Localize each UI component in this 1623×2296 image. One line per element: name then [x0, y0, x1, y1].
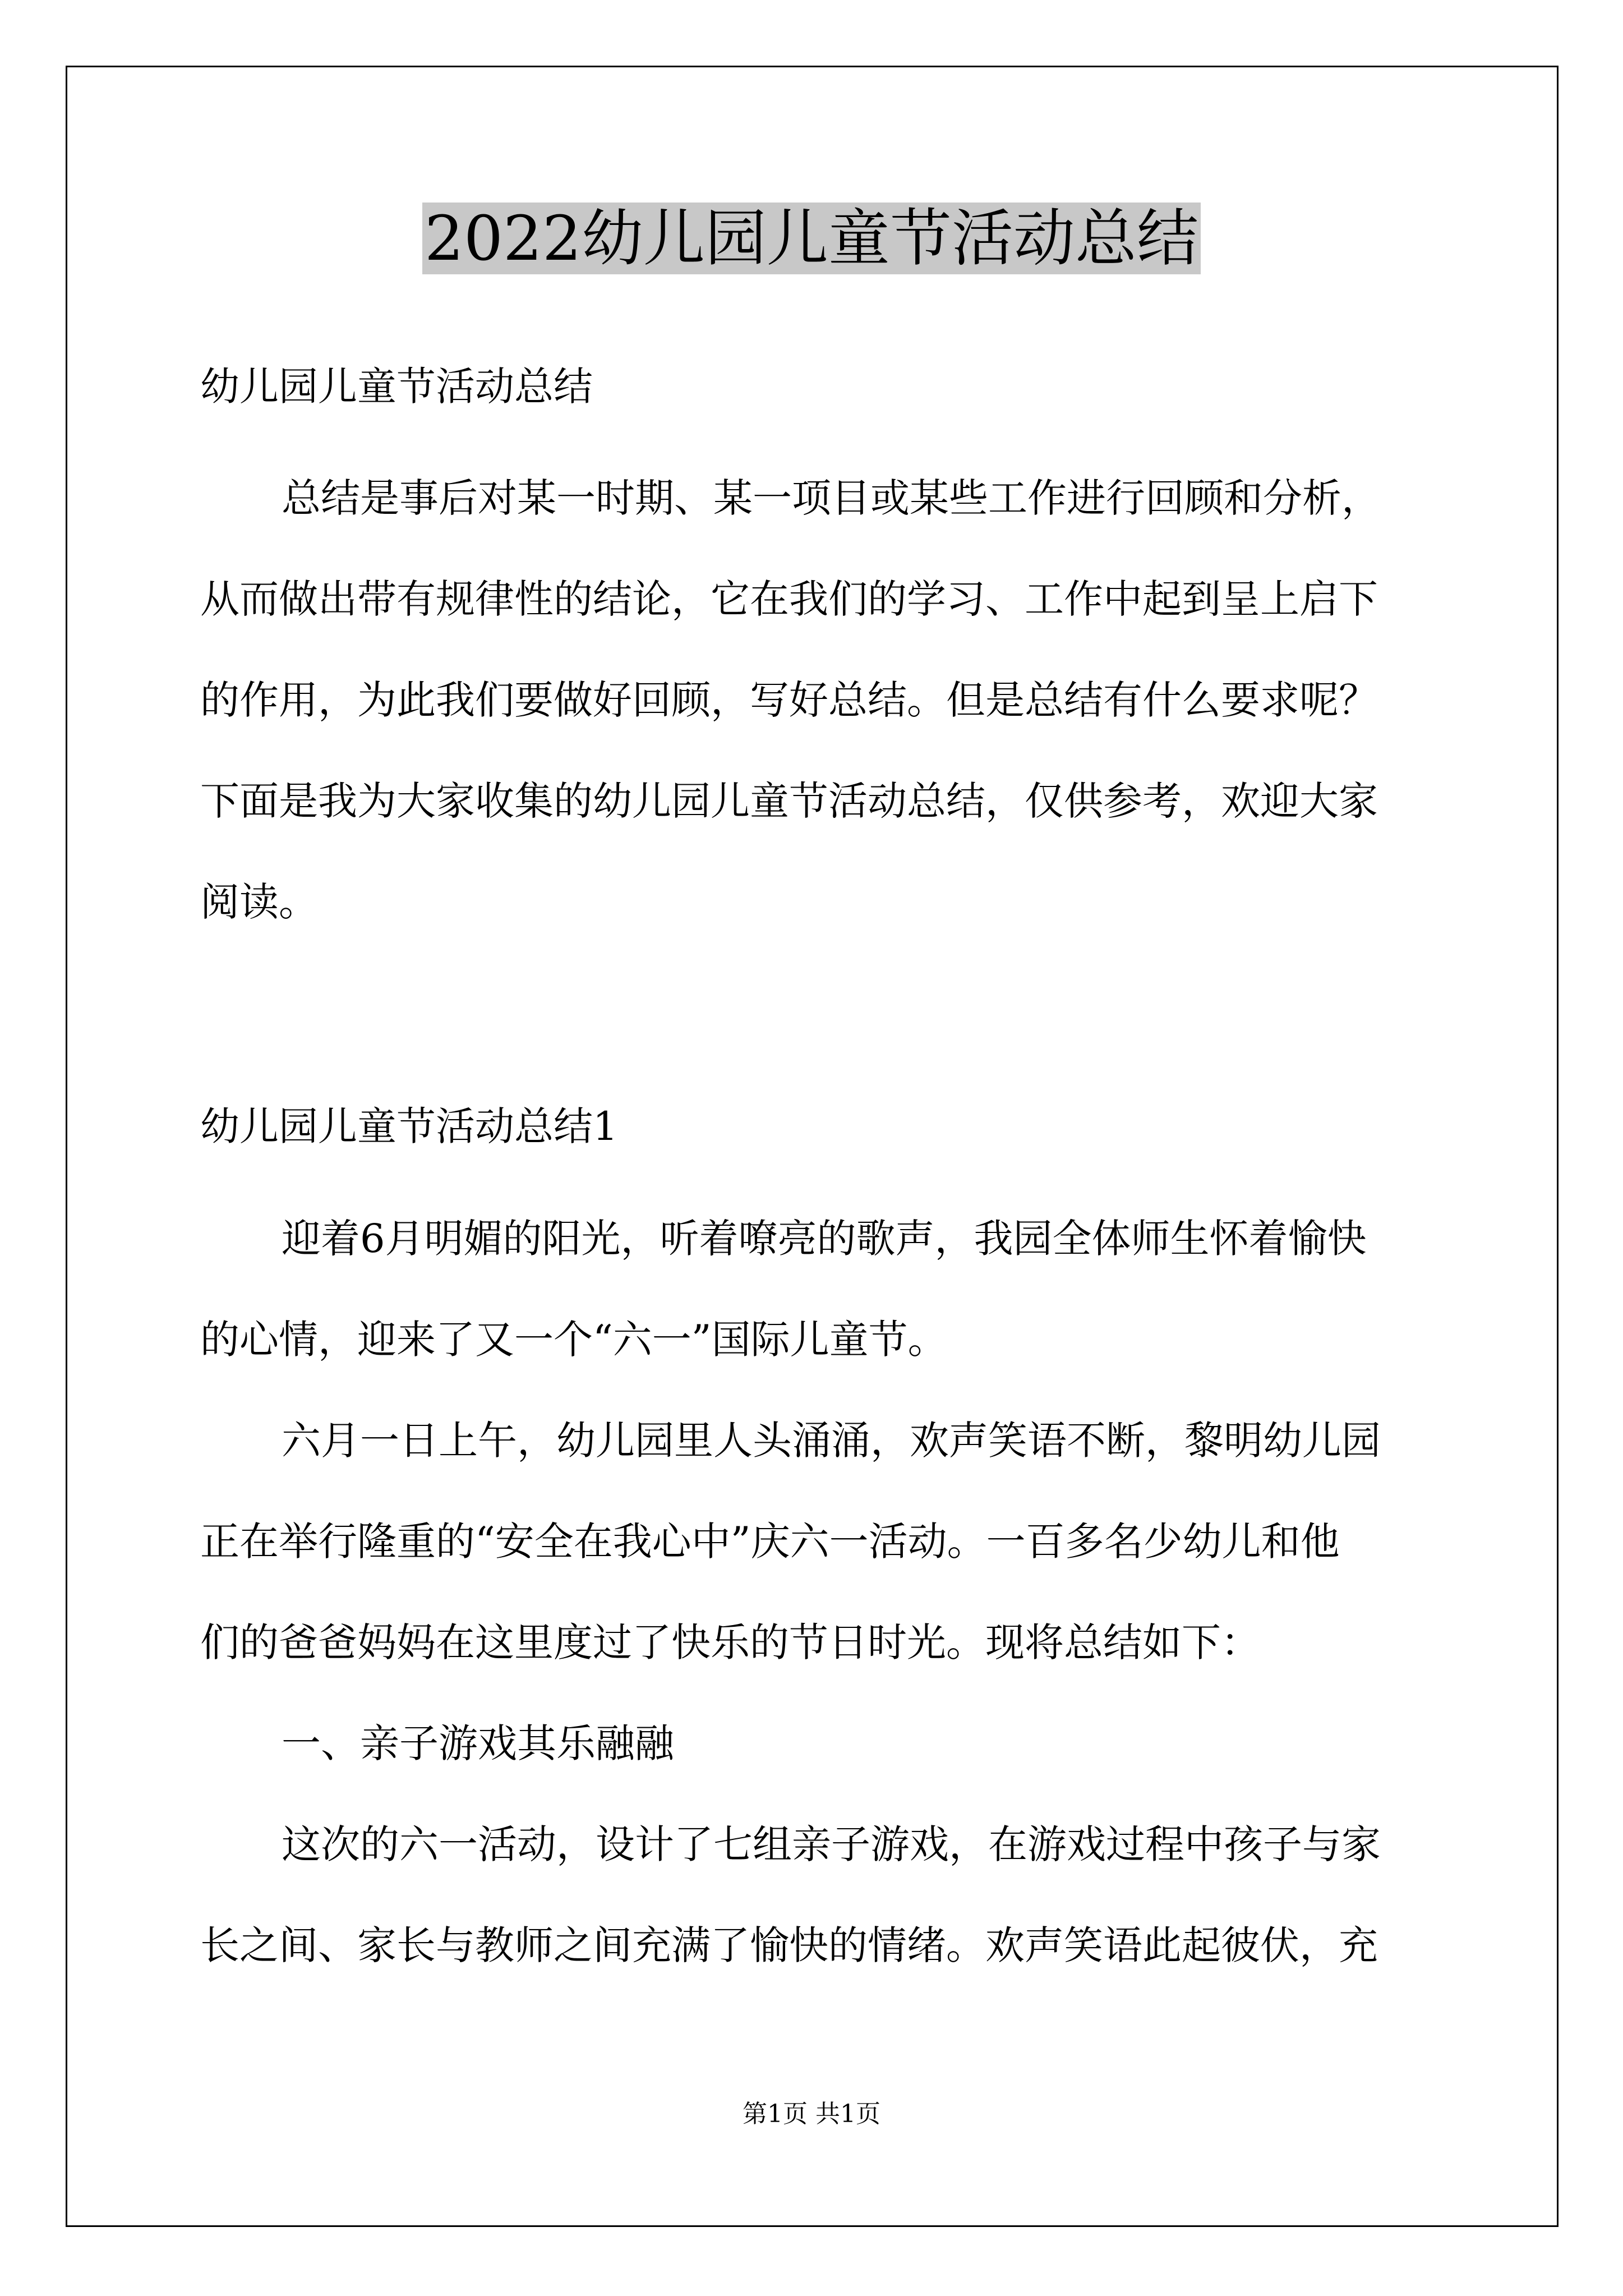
- paragraph-line: 从而做出带有规律性的结论，它在我们的学习、工作中起到呈上启下: [200, 576, 1378, 622]
- document-title: [0, 199, 1623, 278]
- paragraph-line: 迎着6月明媚的阳光，听着嘹亮的歌声，我园全体师生怀着愉快: [282, 1216, 1367, 1262]
- paragraph-line: 总结是事后对某一时期、某一项目或某些工作进行回顾和分析，: [282, 475, 1381, 521]
- paragraph-line: 下面是我为大家收集的幼儿园儿童节活动总结，仅供参考，欢迎大家: [200, 778, 1378, 824]
- paragraph-line: 长之间、家长与教师之间充满了愉快的情绪。欢声笑语此起彼伏，充: [200, 1922, 1378, 1968]
- subsection-heading: 一、亲子游戏其乐融融: [282, 1720, 674, 1766]
- paragraph-line: 们的爸爸妈妈在这里度过了快乐的节日时光。现将总结如下：: [200, 1619, 1260, 1665]
- paragraph-line: 这次的六一活动，设计了七组亲子游戏，在游戏过程中孩子与家: [282, 1821, 1381, 1867]
- paragraph-line: 的心情，迎来了又一个“六一”国际儿童节。: [200, 1317, 947, 1363]
- page-footer: 第1页 共1页: [743, 2100, 880, 2128]
- section-heading: 幼儿园儿童节活动总结1: [200, 1103, 618, 1149]
- paragraph-line: 阅读。: [200, 879, 318, 925]
- paragraph-line: 正在举行隆重的“安全在我心中”庆六一活动。一百多名少幼儿和他: [200, 1519, 1340, 1565]
- subtitle-line: 幼儿园儿童节活动总结: [200, 364, 593, 409]
- paragraph-line: 的作用，为此我们要做好回顾，写好总结。但是总结有什么要求呢？: [200, 677, 1378, 723]
- paragraph-line: 六月一日上午，幼儿园里人头涌涌，欢声笑语不断，黎明幼儿园: [282, 1418, 1381, 1464]
- document-title-text: 2022幼儿园儿童节活动总结: [422, 203, 1201, 274]
